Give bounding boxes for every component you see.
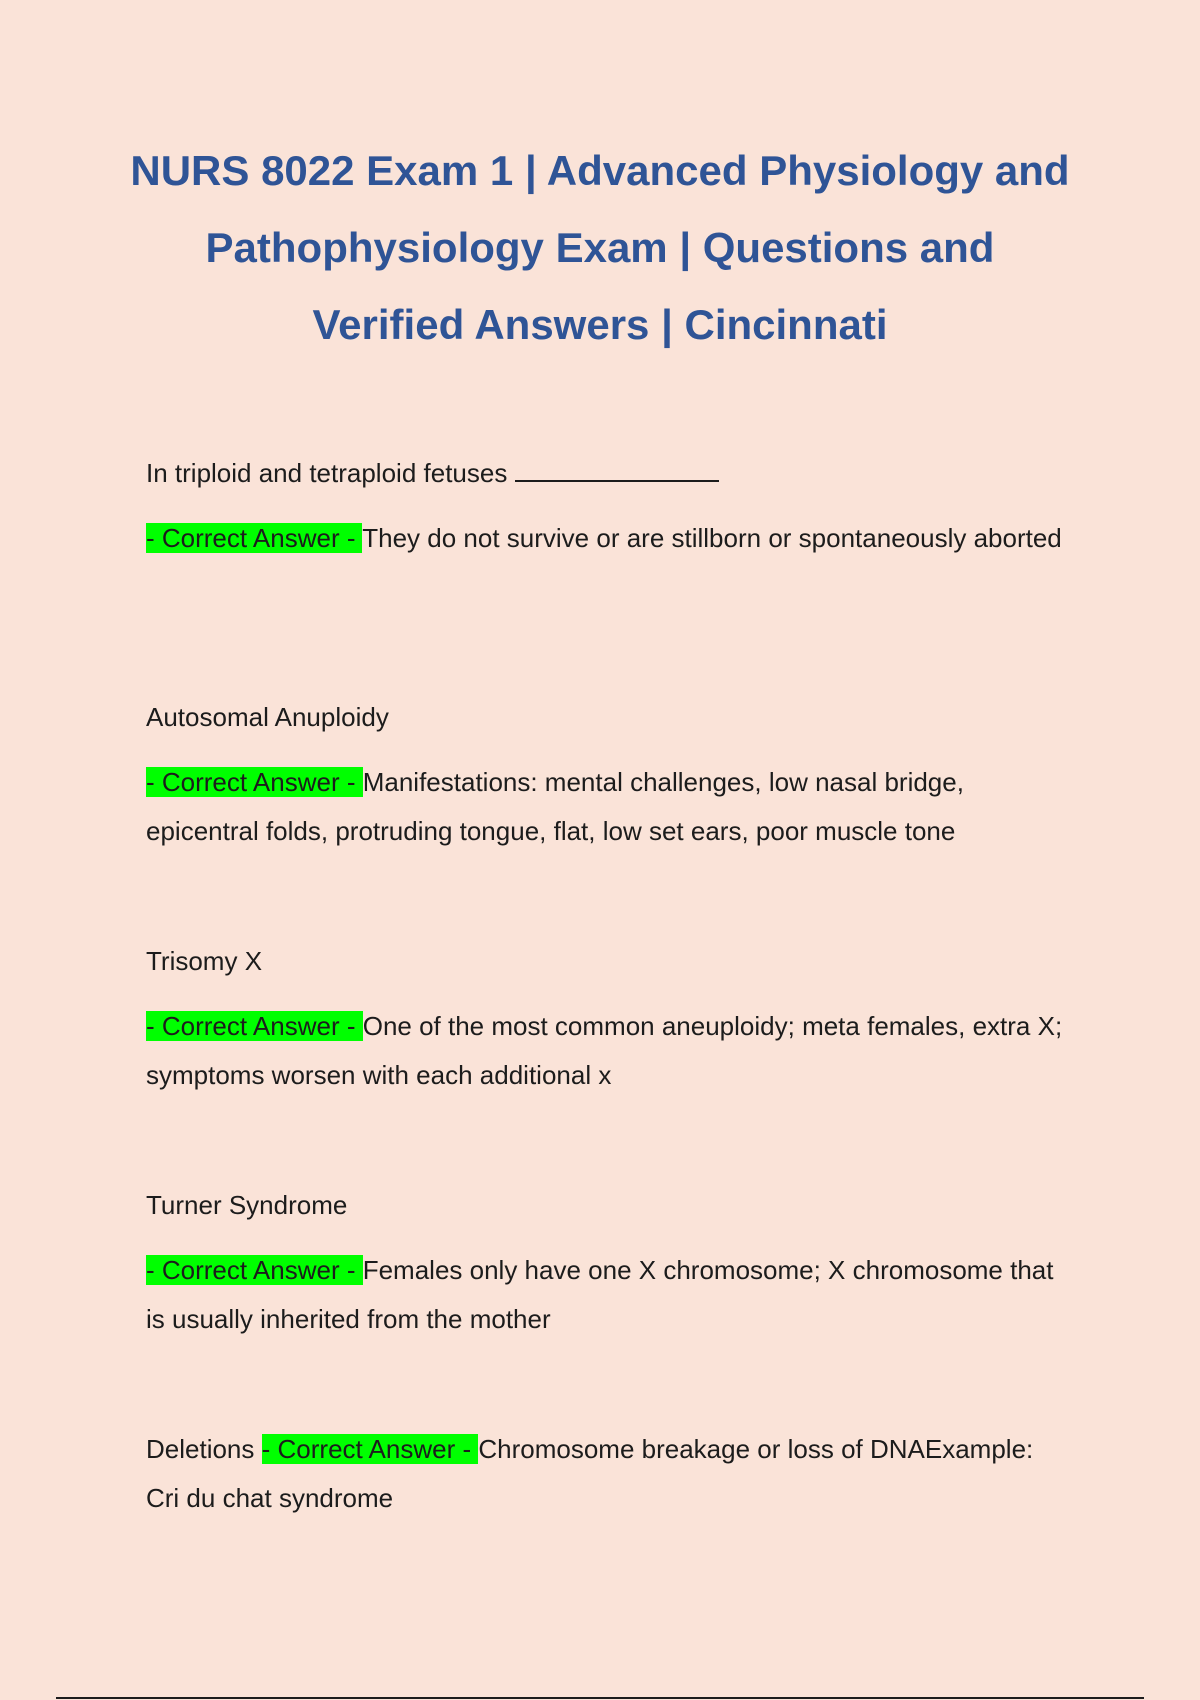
correct-answer-marker: - Correct Answer - xyxy=(146,523,363,553)
answer-body: Chromosome breakage or loss of DNAExample: Cri du chat syndrome xyxy=(146,1434,1034,1513)
question-text: Trisomy X xyxy=(146,946,263,976)
answer-body: One of the most common aneuploidy; meta females, extra X; symptoms worsen with each additional x xyxy=(146,1011,1063,1090)
question-text: Autosomal Anuploidy xyxy=(146,702,389,732)
answer-body: They do not survive or are stillborn or spontaneously aborted xyxy=(362,523,1062,553)
answer-body: Females only have one X chromosome; X chromosome that is usually inherited from the mother xyxy=(146,1255,1054,1334)
qa-inline-text xyxy=(146,1425,1066,1523)
question-label: Deletions xyxy=(146,1434,255,1464)
qa-item xyxy=(146,693,1066,856)
qa-item xyxy=(146,449,1066,563)
answer-text xyxy=(146,514,1066,563)
question-text xyxy=(146,449,1066,498)
qa-item xyxy=(146,1181,1066,1344)
correct-answer-marker: - Correct Answer - xyxy=(261,1434,479,1464)
qa-item xyxy=(146,1425,1066,1523)
correct-answer-marker: - Correct Answer - xyxy=(146,767,363,797)
answer-text xyxy=(146,1246,1066,1344)
correct-answer-marker: - Correct Answer - xyxy=(146,1255,363,1285)
document-title: NURS 8022 Exam 1 | Advanced Physiology and Pathophysiology Exam | Questions and Verified Answers | Cincinnati xyxy=(130,147,1070,348)
question-label: In triploid and tetraploid fetuses xyxy=(146,458,508,488)
footer-divider xyxy=(56,1697,1144,1699)
answer-body: Manifestations: mental challenges, low nasal bridge, epicentral folds, protruding tongue, flat, low set ears, poor muscle tone xyxy=(146,767,964,846)
answer-blank xyxy=(515,462,719,482)
qa-item xyxy=(146,937,1066,1100)
question-text: Turner Syndrome xyxy=(146,1190,348,1220)
answer-text xyxy=(146,758,1066,856)
answer-text xyxy=(146,1002,1066,1100)
correct-answer-marker: - Correct Answer - xyxy=(146,1011,363,1041)
